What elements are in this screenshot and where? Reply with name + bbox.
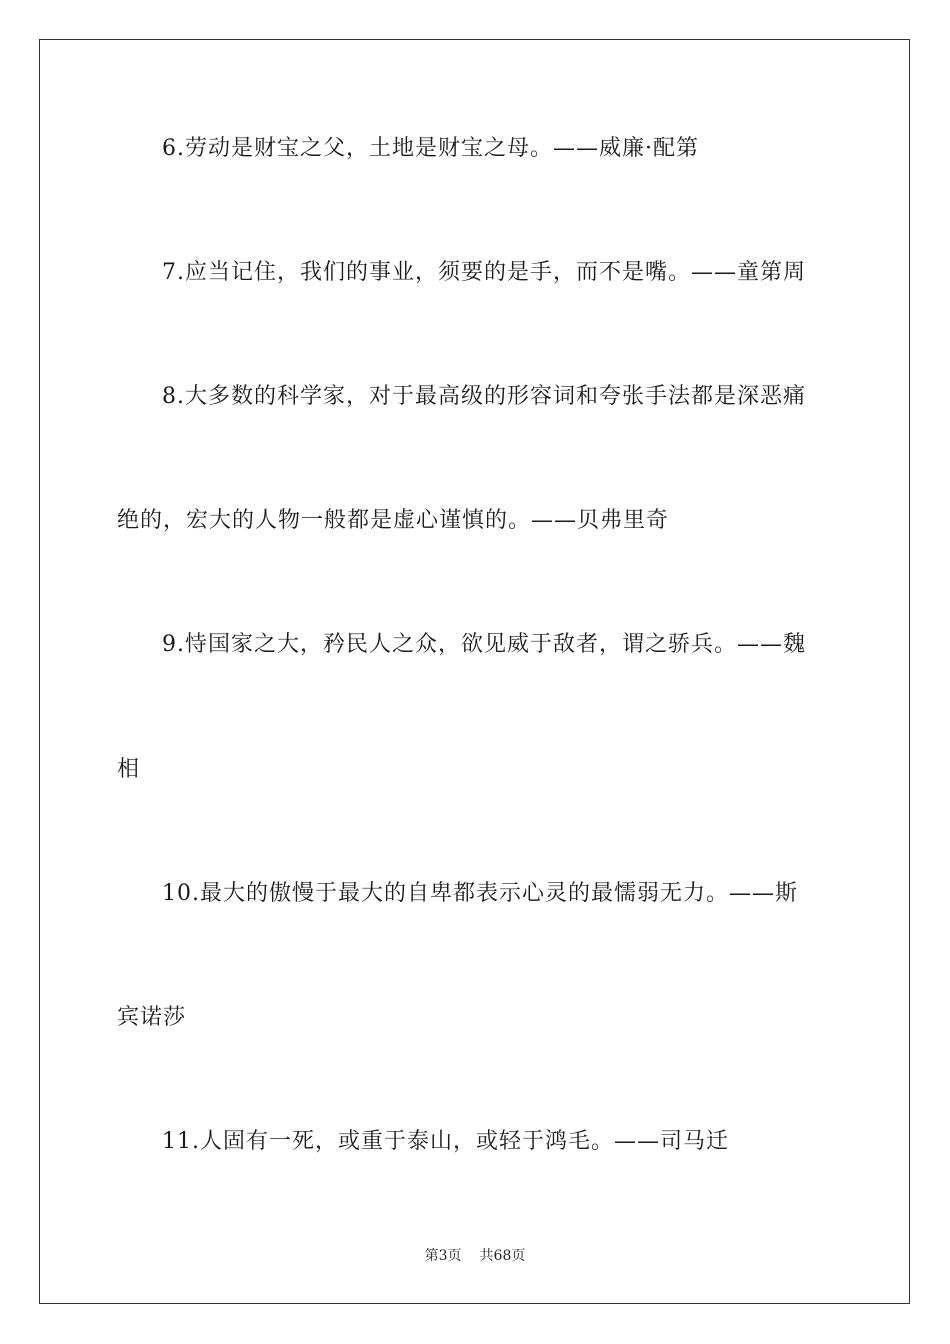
quote-9-line-2: 相 xyxy=(117,757,141,782)
page-footer xyxy=(0,1246,950,1266)
page-total: 共68页 xyxy=(479,1248,526,1264)
quote-10-line-2: 宾诺莎 xyxy=(117,1005,187,1030)
quote-11: 11.人固有一死，或重于泰山，或轻于鸿毛。——司马迁 xyxy=(162,1129,729,1154)
quote-9-line-1: 9.恃国家之大，矜民人之众，欲见威于敌者，谓之骄兵。——魏 xyxy=(162,632,806,657)
quote-6: 6.劳动是财宝之父，土地是财宝之母。——威廉·配第 xyxy=(162,136,699,161)
quote-8-line-1: 8.大多数的科学家，对于最高级的形容词和夸张手法都是深恶痛 xyxy=(162,384,806,409)
page-number: 第3页 xyxy=(424,1248,462,1264)
quote-10-line-1: 10.最大的傲慢于最大的自卑都表示心灵的最懦弱无力。——斯 xyxy=(162,881,798,906)
quote-7: 7.应当记住，我们的事业，须要的是手，而不是嘴。——童第周 xyxy=(162,260,806,285)
quote-8-line-2: 绝的，宏大的人物一般都是虚心谨慎的。——贝弗里奇 xyxy=(117,508,670,533)
page-frame xyxy=(39,39,910,1304)
